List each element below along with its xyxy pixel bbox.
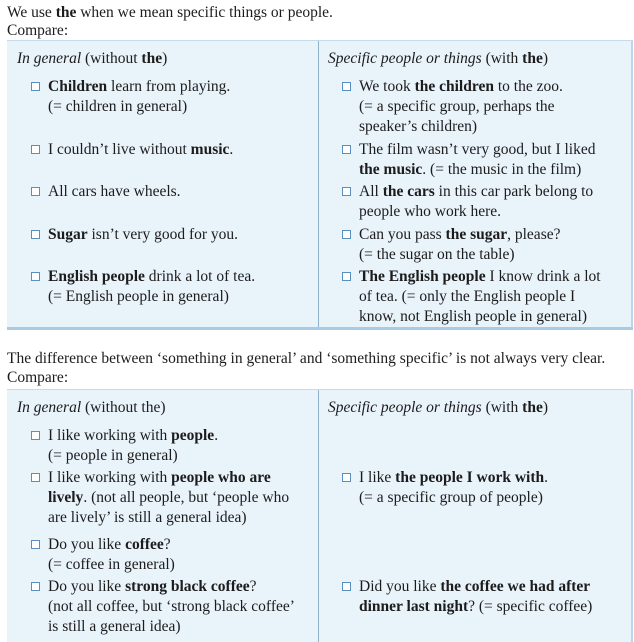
checkbox-icon: [31, 272, 40, 281]
checkbox-icon: [31, 187, 40, 196]
example-text-line: (= people in general): [48, 447, 178, 464]
example-text-line: know, not English people in general): [359, 308, 587, 325]
checkbox-icon: [342, 230, 351, 239]
example-general-3: [48, 182, 181, 202]
example-specific-1: [359, 77, 563, 137]
example-specific-2: [359, 140, 595, 180]
example-text-line: Can you pass the sugar, please?: [359, 226, 561, 243]
checkbox-icon: [31, 82, 40, 91]
example-text-line: I like working with people.: [48, 427, 219, 444]
example-specific-4: [359, 225, 560, 265]
example-specific-1: [359, 468, 548, 508]
example-general-4: [48, 225, 238, 245]
column-heading-specific: Specific people or things (with the): [328, 399, 548, 416]
example-text-line: is still a general idea): [48, 618, 181, 635]
example-text-line: All the cars in this car park belong to: [359, 183, 594, 200]
example-text-line: (= the sugar on the table): [359, 246, 515, 263]
example-text-line: (= a specific group, perhaps the: [359, 98, 555, 115]
example-general-1: [48, 426, 218, 466]
example-text-line: the music. (= the music in the film): [359, 161, 582, 178]
example-text-line: We took the children to the zoo.: [359, 78, 563, 95]
column-heading-specific: Specific people or things (with the): [328, 50, 548, 67]
intro-line-2: Compare:: [7, 22, 69, 39]
example-text-line: Did you like the coffee we had after: [359, 578, 591, 595]
column-divider: [318, 41, 319, 327]
example-text-line: are lively’ is still a general idea): [48, 509, 247, 526]
example-text-line: of tea. (= only the English people I: [359, 288, 576, 305]
example-general-1: [48, 77, 230, 117]
intro-line-4: Compare:: [7, 369, 69, 386]
checkbox-icon: [31, 540, 40, 549]
column-divider: [318, 390, 319, 642]
example-specific-3: [359, 182, 593, 222]
column-heading-general: In general (without the): [17, 399, 166, 416]
checkbox-icon: [31, 582, 40, 591]
example-text-line: (= a specific group of people): [359, 489, 543, 506]
example-text-line: Do you like strong black coffee?: [48, 578, 257, 595]
example-general-5: [48, 267, 255, 307]
comparison-panel-2: [7, 389, 633, 642]
example-text-line: I like the people I work with.: [359, 469, 549, 486]
example-specific-5: [359, 267, 601, 327]
example-general-2: [48, 468, 289, 528]
checkbox-icon: [31, 145, 40, 154]
example-text-line: (= English people in general): [48, 288, 229, 305]
checkbox-icon: [31, 230, 40, 239]
column-heading-general: In general (without the): [17, 50, 168, 67]
example-text-line: speaker’s children): [359, 118, 478, 135]
example-text-line: people who work here.: [359, 203, 502, 220]
checkbox-icon: [342, 272, 351, 281]
example-text-line: English people drink a lot of tea.: [48, 268, 256, 285]
example-general-4: [48, 577, 295, 637]
example-text-line: The film wasn’t very good, but I liked: [359, 141, 596, 158]
checkbox-icon: [342, 82, 351, 91]
example-text-line: I couldn’t live without music.: [48, 141, 234, 158]
checkbox-icon: [342, 582, 351, 591]
example-text-line: I like working with people who are: [48, 469, 271, 486]
comparison-panel-1: [7, 40, 633, 330]
intro-line-3: The difference between ‘something in general’ and ‘something specific’ is not always very clear.: [7, 350, 606, 367]
example-general-2: [48, 140, 233, 160]
intro-line-1: We use the when we mean specific things or people.: [7, 4, 333, 21]
example-text-line: Sugar isn’t very good for you.: [48, 226, 239, 243]
example-text-line: dinner last night? (= specific coffee): [359, 598, 593, 615]
checkbox-icon: [342, 145, 351, 154]
example-text-line: lively. (not all people, but ‘people who: [48, 489, 290, 506]
checkbox-icon: [31, 431, 40, 440]
example-text-line: Do you like coffee?: [48, 536, 171, 553]
checkbox-icon: [342, 187, 351, 196]
checkbox-icon: [31, 473, 40, 482]
example-specific-2: [359, 577, 592, 617]
checkbox-icon: [342, 473, 351, 482]
example-text-line: (= coffee in general): [48, 556, 175, 573]
example-text-line: The English people I know drink a lot: [359, 268, 601, 285]
example-text-line: Children learn from playing.: [48, 78, 231, 95]
example-text-line: (= children in general): [48, 98, 188, 115]
example-general-3: [48, 535, 175, 575]
example-text-line: (not all coffee, but ‘strong black coffee’: [48, 598, 295, 615]
example-text-line: All cars have wheels.: [48, 183, 181, 200]
